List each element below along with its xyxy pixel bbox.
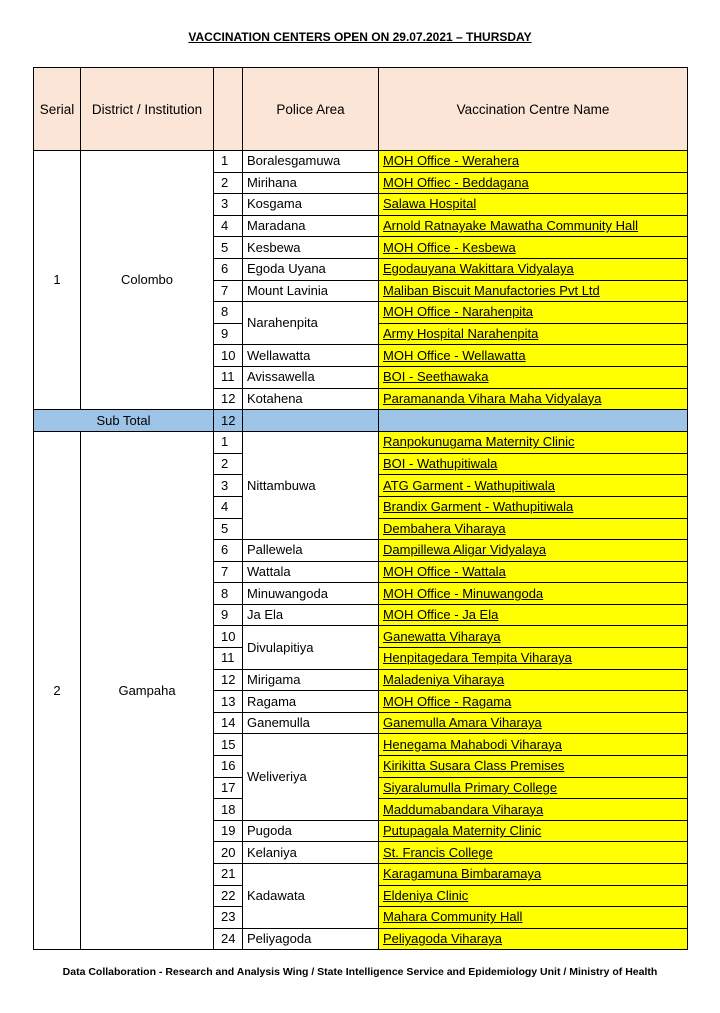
header-number [214,68,243,151]
police-area-cell: Mount Lavinia [243,280,379,302]
centre-name-text: Arnold Ratnayake Mawatha Community Hall [383,218,639,234]
row-number-cell: 15 [214,734,243,756]
police-area-cell: Ja Ela [243,604,379,626]
row-number-cell: 23 [214,907,243,929]
serial-cell: 2 [34,432,81,950]
centre-name-text: Egodauyana Wakittara Vidyalaya [383,261,574,277]
centre-name-cell [379,345,688,367]
centre-name-text: MOH Office - Minuwangoda [383,585,544,601]
header-district: District / Institution [81,68,214,151]
centre-name-text: Peliyagoda Viharaya [383,931,503,947]
police-area-cell: Avissawella [243,366,379,388]
row-number-cell: 16 [214,756,243,778]
centre-name-cell [379,540,688,562]
centre-name-cell [379,496,688,518]
table-row [34,432,688,454]
vaccination-centers-table [33,67,688,950]
row-number-cell: 6 [214,540,243,562]
centre-name-cell [379,194,688,216]
centre-name-cell [379,453,688,475]
centre-name-cell [379,864,688,886]
centre-name-text: Henegama Mahabodi Viharaya [383,736,562,752]
police-area-cell: Weliveriya [243,734,379,820]
centre-name-text: Maliban Biscuit Manufactories Pvt Ltd [383,282,600,298]
centre-name-cell [379,928,688,950]
centre-name-text: St. Francis College [383,844,493,860]
row-number-cell: 7 [214,280,243,302]
police-area-cell: Kadawata [243,864,379,929]
centre-name-text: MOH Office - Kesbewa [383,239,516,255]
header-police-area: Police Area [243,68,379,151]
district-cell: Gampaha [81,432,214,950]
police-area-cell: Wattala [243,561,379,583]
centre-name-cell [379,280,688,302]
table-body [34,151,688,950]
district-cell: Colombo [81,151,214,410]
police-area-cell: Ragama [243,691,379,713]
police-area-cell: Boralesgamuwa [243,151,379,173]
header-row [34,68,688,151]
police-area-cell: Kesbewa [243,237,379,259]
subtotal-blank [243,410,379,432]
footer-credit: Data Collaboration - Research and Analysis Wing / State Intelligence Service and Epidemiology Unit / Ministry of Health [62,966,658,978]
header-centre-name: Vaccination Centre Name [379,68,688,151]
centre-name-text: Army Hospital Narahenpita [383,326,539,342]
centre-name-cell [379,388,688,410]
centre-name-cell [379,842,688,864]
police-area-cell: Pugoda [243,820,379,842]
centre-name-text: Brandix Garment - Wathupitiwala [383,499,574,515]
centre-name-cell [379,756,688,778]
centre-name-text: Eldeniya Clinic [383,887,469,903]
centre-name-text: Mahara Community Hall [383,909,523,925]
row-number-cell: 7 [214,561,243,583]
row-number-cell: 12 [214,388,243,410]
centre-name-cell [379,669,688,691]
police-area-cell: Wellawatta [243,345,379,367]
row-number-cell: 14 [214,712,243,734]
subtotal-blank [379,410,688,432]
centre-name-cell [379,518,688,540]
centre-name-text: BOI - Seethawaka [383,369,489,385]
row-number-cell: 2 [214,453,243,475]
row-number-cell: 4 [214,496,243,518]
centre-name-cell [379,885,688,907]
subtotal-value: 12 [214,410,243,432]
police-area-cell: Pallewela [243,540,379,562]
row-number-cell: 22 [214,885,243,907]
centre-name-text: Ranpokunugama Maternity Clinic [383,434,575,450]
centre-name-cell [379,820,688,842]
centre-name-cell [379,626,688,648]
row-number-cell: 2 [214,172,243,194]
row-number-cell: 6 [214,258,243,280]
centre-name-text: Putupagala Maternity Clinic [383,823,542,839]
centre-name-text: Ganemulla Amara Viharaya [383,715,542,731]
police-area-cell: Mirigama [243,669,379,691]
row-number-cell: 1 [214,151,243,173]
row-number-cell: 3 [214,194,243,216]
centre-name-cell [379,691,688,713]
police-area-cell: Divulapitiya [243,626,379,669]
centre-name-text: MOH Office - Ja Ela [383,607,499,623]
police-area-cell: Minuwangoda [243,583,379,605]
row-number-cell: 9 [214,604,243,626]
subtotal-label: Sub Total [34,410,214,432]
centre-name-cell [379,302,688,324]
centre-name-cell [379,648,688,670]
police-area-cell: Mirihana [243,172,379,194]
centre-name-cell [379,777,688,799]
centre-name-cell [379,258,688,280]
row-number-cell: 10 [214,626,243,648]
police-area-cell: Nittambuwa [243,432,379,540]
centre-name-cell [379,604,688,626]
row-number-cell: 4 [214,215,243,237]
centre-name-text: MOH Offiec - Beddagana [383,174,529,190]
centre-name-text: Salawa Hospital [383,196,477,212]
centre-name-text: MOH Office - Wattala [383,563,506,579]
row-number-cell: 5 [214,518,243,540]
row-number-cell: 12 [214,669,243,691]
row-number-cell: 20 [214,842,243,864]
centre-name-cell [379,583,688,605]
centre-name-cell [379,561,688,583]
centre-name-cell [379,734,688,756]
centre-name-cell [379,323,688,345]
centre-name-cell [379,432,688,454]
police-area-cell: Peliyagoda [243,928,379,950]
centre-name-text: Henpitagedara Tempita Viharaya [383,650,572,666]
centre-name-text: MOH Office - Werahera [383,153,520,169]
row-number-cell: 11 [214,648,243,670]
centre-name-text: MOH Office - Ragama [383,693,512,709]
page-title: VACCINATION CENTERS OPEN ON 29.07.2021 – THURSDAY [188,30,532,44]
centre-name-cell [379,237,688,259]
centre-name-text: Maladeniya Viharaya [383,671,505,687]
row-number-cell: 8 [214,583,243,605]
centre-name-cell [379,907,688,929]
centre-name-text: ATG Garment - Wathupitiwala [383,477,555,493]
row-number-cell: 13 [214,691,243,713]
header-serial: Serial [34,68,81,151]
police-area-cell: Egoda Uyana [243,258,379,280]
row-number-cell: 3 [214,475,243,497]
row-number-cell: 21 [214,864,243,886]
police-area-cell: Maradana [243,215,379,237]
centre-name-text: Dembahera Viharaya [383,520,506,536]
serial-cell: 1 [34,151,81,410]
centre-name-cell [379,172,688,194]
centre-name-cell [379,799,688,821]
row-number-cell: 1 [214,432,243,454]
centre-name-text: Karagamuna Bimbaramaya [383,866,542,882]
police-area-cell: Ganemulla [243,712,379,734]
police-area-cell: Kosgama [243,194,379,216]
police-area-cell: Kotahena [243,388,379,410]
table-row [34,151,688,173]
row-number-cell: 8 [214,302,243,324]
row-number-cell: 19 [214,820,243,842]
row-number-cell: 18 [214,799,243,821]
centre-name-text: Kirikitta Susara Class Premises [383,758,565,774]
centre-name-text: Ganewatta Viharaya [383,628,501,644]
centre-name-text: BOI - Wathupitiwala [383,456,498,472]
police-area-cell: Kelaniya [243,842,379,864]
centre-name-cell [379,712,688,734]
centre-name-cell [379,366,688,388]
row-number-cell: 17 [214,777,243,799]
centre-name-text: MOH Office - Narahenpita [383,304,534,320]
centre-name-cell [379,475,688,497]
centre-name-text: Maddumabandara Viharaya [383,801,544,817]
centre-name-text: Siyaralumulla Primary College [383,779,558,795]
centre-name-text: Paramananda Vihara Maha Vidyalaya [383,390,602,406]
row-number-cell: 9 [214,323,243,345]
row-number-cell: 24 [214,928,243,950]
centre-name-text: MOH Office - Wellawatta [383,347,526,363]
subtotal-row [34,410,688,432]
centre-name-cell [379,215,688,237]
centre-name-text: Dampillewa Aligar Vidyalaya [383,542,547,558]
row-number-cell: 5 [214,237,243,259]
police-area-cell: Narahenpita [243,302,379,345]
row-number-cell: 11 [214,366,243,388]
centre-name-cell [379,151,688,173]
row-number-cell: 10 [214,345,243,367]
